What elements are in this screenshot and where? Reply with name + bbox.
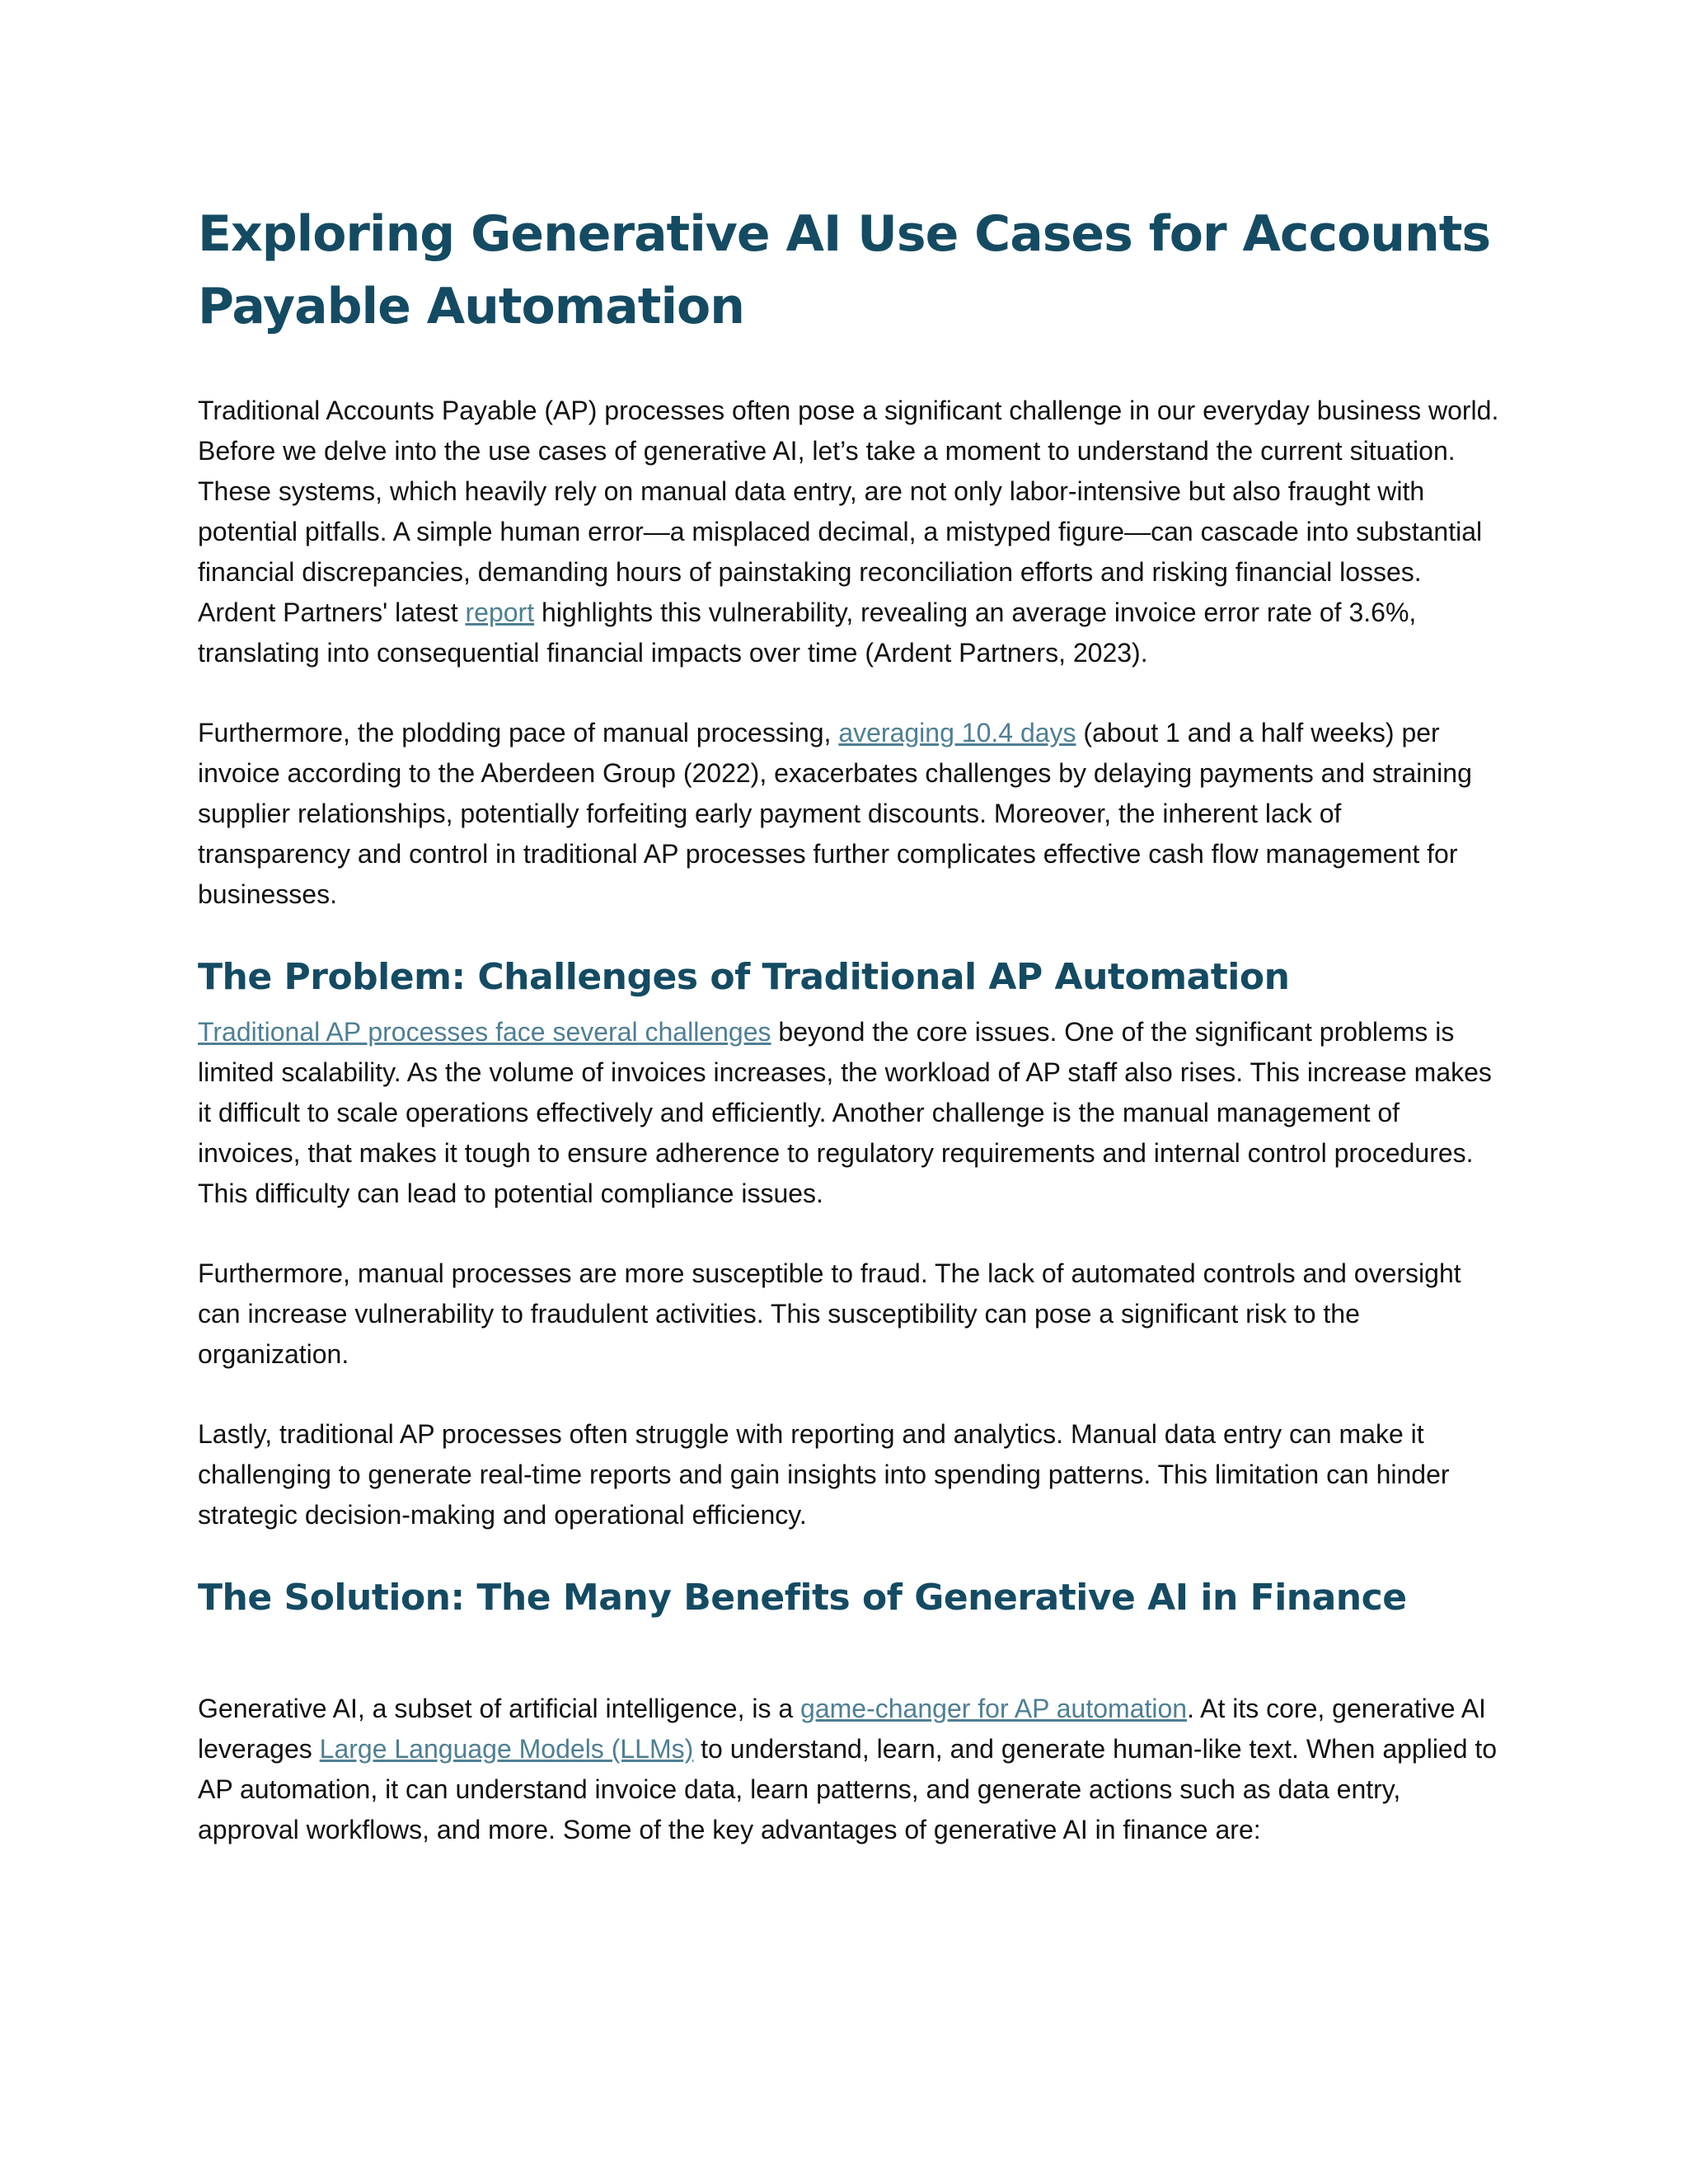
- intro-p1-text-a: Traditional Accounts Payable (AP) processes often pose a significant challenge in our everyday business world. Before we delve into the use cases of generative AI, let’s take a moment to understand the current situation. These systems, which heavily rely on manual data entry, are not only labor-intensive but also fraught with potential pitfalls. A simple human error—a misplaced decimal, a mistyped figure—can cascade into substantial financial discrepancies, demanding hours of painstaking reconciliation efforts and risking financial losses. Ardent Partners' latest: [198, 396, 1499, 627]
- intro-paragraph-1: [198, 391, 1500, 673]
- intro-p2-text-a: Furthermore, the plodding pace of manual processing,: [198, 718, 839, 748]
- solution-paragraph-1: [198, 1689, 1500, 1850]
- solution-p1-text-a: Generative AI, a subset of artificial intelligence, is a: [198, 1694, 801, 1723]
- solution-p1-text-c: to understand, learn, and generate human-like text. When applied to AP automation, it can understand invoice data, learn patterns, and generate actions such as data entry, approval workflows, and more. Some of the key advantages of generative AI in finance are:: [198, 1734, 1498, 1844]
- page-title: Exploring Generative AI Use Cases for Accounts Payable Automation: [198, 205, 1491, 335]
- problem-paragraph-1: [198, 1012, 1500, 1214]
- ap-challenges-link[interactable]: Traditional AP processes face several challenges: [198, 1017, 771, 1047]
- intro-p1-text-b: highlights this vulnerability, revealing an average invoice error rate of 3.6%, translating into consequential financial impacts over time (Ardent Partners, 2023).: [198, 598, 1417, 668]
- solution-heading: The Solution: The Many Benefits of Generative AI in Finance: [198, 1577, 1407, 1619]
- document-page: [198, 198, 1500, 1850]
- problem-paragraph-3: Lastly, traditional AP processes often struggle with reporting and analytics. Manual data entry can make it challenging to generate real-time reports and gain insights into spending patterns. This limitation can hinder strategic decision-making and operational efficiency.: [198, 1419, 1450, 1530]
- problem-heading: The Problem: Challenges of Traditional AP Automation: [198, 956, 1290, 998]
- report-link[interactable]: report: [465, 598, 535, 627]
- averaging-days-link[interactable]: averaging 10.4 days: [838, 718, 1076, 748]
- game-changer-link[interactable]: game-changer for AP automation: [800, 1694, 1188, 1723]
- llm-link[interactable]: Large Language Models (LLMs): [319, 1734, 694, 1764]
- intro-paragraph-2: [198, 713, 1500, 915]
- solution-p1-text-b: . At its core, generative AI leverages: [198, 1694, 1486, 1764]
- intro-p2-text-b: (about 1 and a half weeks) per invoice according to the Aberdeen Group (2022), exacerbates challenges by delaying payments and straining supplier relationships, potentially forfeiting early payment discounts. Moreover, the inherent lack of transparency and control in traditional AP processes further complicates effective cash flow management for businesses.: [198, 718, 1472, 909]
- problem-paragraph-2: Furthermore, manual processes are more susceptible to fraud. The lack of automated controls and oversight can increase vulnerability to fraudulent activities. This susceptibility can pose a significant risk to the organization.: [198, 1258, 1461, 1369]
- problem-p1-text: beyond the core issues. One of the significant problems is limited scalability. As the volume of invoices increases, the workload of AP staff also rises. This increase makes it difficult to scale operations effectively and efficiently. Another challenge is the manual management of invoices, that makes it tough to ensure adherence to regulatory requirements and internal control procedures. This difficulty can lead to potential compliance issues.: [198, 1017, 1492, 1208]
